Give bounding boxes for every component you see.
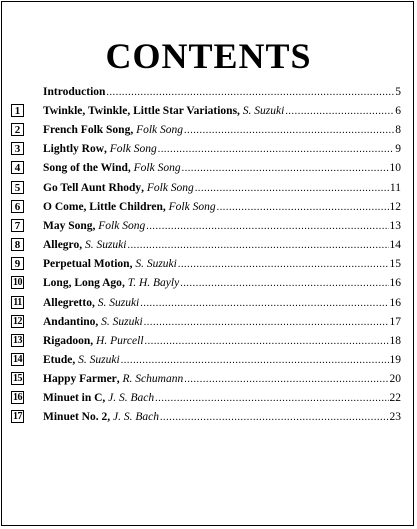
toc-row-17[interactable] [0,409,417,427]
piece-number-box: 4 [11,161,24,174]
page-number: 20 [389,373,401,386]
entry-composer: S. Suzuki [97,296,140,309]
dot-leader [285,104,394,120]
page-number: 17 [389,315,401,328]
dot-leader [140,296,388,312]
dot-leader [106,85,394,101]
entry-separator: , [127,162,134,175]
entry-composer: Folk Song [136,124,184,137]
page-number: 16 [389,277,401,290]
entry-title: Introduction [43,86,106,98]
entry-title: Happy Farmer [43,373,117,386]
piece-number-box: 15 [13,373,22,385]
dot-leader [178,257,389,273]
entry-separator: , [130,124,137,137]
toc-row-6[interactable] [0,199,417,217]
toc-row-7[interactable] [0,218,417,236]
entry-composer: Folk Song [133,162,181,175]
page-number: 9 [395,143,401,156]
toc-row-8[interactable] [0,237,417,255]
entry-separator: , [162,200,169,213]
page-number: 23 [389,411,401,424]
piece-number-box: 12 [13,315,22,327]
entry-separator: , [121,277,128,290]
toc-row-9[interactable] [0,256,417,274]
entry-separator: , [107,411,113,424]
toc-row-15[interactable] [0,371,417,389]
toc-row-2[interactable] [0,122,417,140]
entry-composer: Folk Song [146,181,194,194]
dot-leader [184,372,388,388]
entry-separator: , [104,143,110,156]
entry-title: Rigadoon [43,334,91,347]
entry-title: Song of the Wind [43,162,128,175]
toc-row-11[interactable] [0,295,417,313]
piece-number-box: 8 [11,238,24,251]
toc-row-16[interactable] [0,390,417,408]
entry-title: May Song [43,219,93,232]
entry-composer: J. S. Bach [112,411,159,424]
entry-separator: , [90,334,97,347]
piece-number-box: 7 [11,219,24,232]
entry-composer: Folk Song [109,143,157,156]
entry-title: Lightly Row [43,143,105,156]
entry-title: Twinkle, Twinkle, Little Star Variations [43,105,238,117]
entry-composer: S. Suzuki [78,353,120,366]
entry-composer: S. Suzuki [101,315,143,328]
entry-separator: , [79,239,85,252]
piece-number-box: 14 [13,353,22,365]
entry-composer: J. S. Bach [108,392,155,405]
entry-separator: , [95,315,102,328]
entry-title: Allegretto [43,296,92,309]
piece-number-box: 16 [13,392,22,404]
page-number: 14 [389,239,401,252]
page-number: 18 [389,334,401,347]
page-number: 19 [389,353,401,366]
entry-composer: H. Purcell [96,334,144,347]
piece-number-box: 6 [11,200,24,213]
piece-number-box: 13 [13,334,22,346]
dot-leader [127,238,388,254]
entry-composer: S. Suzuki [135,258,177,271]
toc-row-3[interactable] [0,141,417,159]
entry-composer: T. H. Bayly [127,277,180,290]
dot-leader [184,123,394,139]
entry-separator: , [141,181,147,194]
entry-title: Long, Long Ago [43,277,122,290]
page-number: 16 [389,296,401,309]
dot-leader [180,276,388,292]
toc-row-14[interactable] [0,352,417,370]
entry-composer: Folk Song [98,219,146,232]
entry-separator: , [91,296,98,309]
toc-row-13[interactable] [0,333,417,351]
toc-row-12[interactable] [0,314,417,332]
entry-composer: S. Suzuki [84,239,127,252]
dot-leader [182,161,389,177]
page-number: 13 [389,219,401,232]
page-number: 10 [389,162,401,175]
page-title: CONTENTS [105,36,312,76]
dot-leader [146,219,388,235]
piece-number-box: 9 [11,257,24,270]
entry-separator: , [102,392,109,405]
dot-leader [217,200,389,216]
entry-title: Andantino [43,315,96,328]
piece-number-box: 10 [13,277,22,289]
page-number: 12 [389,200,401,213]
entry-composer: Folk Song [168,200,216,213]
dot-leader [160,410,389,426]
page-number: 6 [395,105,401,117]
piece-number-box: 2 [11,123,24,136]
toc-row-4[interactable] [0,160,417,178]
entry-title: Go Tell Aunt Rhody [43,181,142,194]
piece-number-box: 17 [13,411,22,423]
entry-title: O Come, Little Children [43,200,163,213]
page-number: 15 [389,258,401,271]
toc-row-introduction[interactable] [0,84,417,102]
page-number: 5 [395,86,401,98]
dot-leader [121,353,389,369]
page-number: 8 [395,124,401,137]
page-number: 11 [389,181,401,194]
entry-title: French Folk Song [43,124,131,137]
piece-number-box: 3 [11,142,24,155]
dot-leader [195,181,389,197]
dot-leader [158,142,395,158]
entry-title: Etude [43,353,73,366]
entry-separator: , [129,258,136,271]
toc-row-1[interactable] [0,103,417,121]
entry-title: Allegro [43,239,80,252]
entry-title: Minuet No. 2 [43,411,108,424]
entry-separator: , [92,219,99,232]
entry-separator: , [116,373,123,386]
entry-separator: , [237,105,243,117]
entry-separator: , [72,353,79,366]
entry-title: Perpetual Motion [43,258,130,271]
piece-number-box: 1 [11,104,24,117]
page-number: 22 [389,392,401,405]
piece-number-box: 11 [11,296,24,309]
piece-number-box: 5 [11,181,24,194]
dot-leader [145,334,389,350]
entry-title: Minuet in C [43,392,103,405]
toc-row-10[interactable] [0,275,417,293]
dot-leader [144,315,389,331]
toc-row-5[interactable] [0,180,417,198]
entry-composer: R. Schumann [122,373,184,386]
dot-leader [155,391,388,407]
entry-composer: S. Suzuki [242,105,285,117]
